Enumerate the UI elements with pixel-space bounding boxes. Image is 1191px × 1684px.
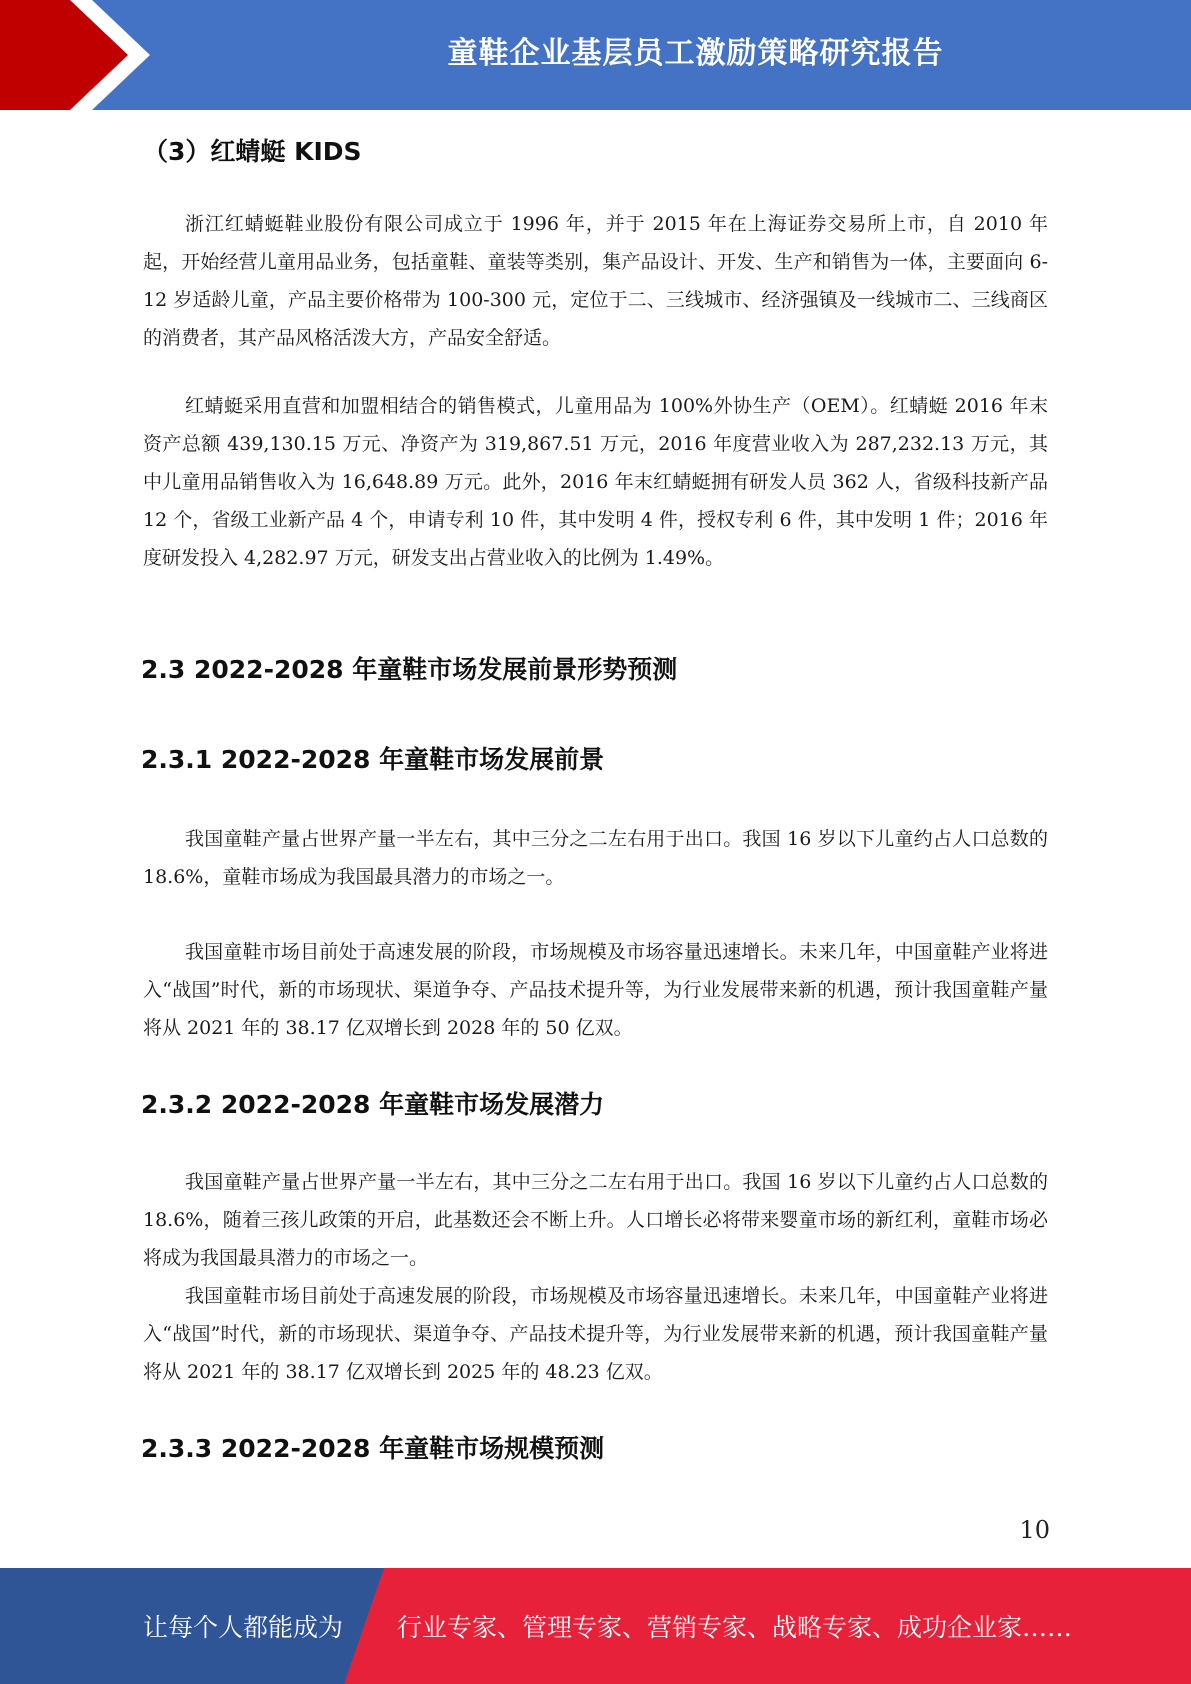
paragraph-2-3-1-first: 我国童鞋产量占世界产量一半左右，其中三分之二左右用于出口。我国 16 岁以下儿童约占人口总数的 18.6%，童鞋市场成为我国最具潜力的市场之一。 (143, 828, 1048, 888)
page-number: 10 (1019, 1516, 1050, 1544)
page-header (0, 0, 1191, 110)
page-footer (0, 1568, 1191, 1684)
section-heading-2-3-2: 2.3.2 2022-2028 年童鞋市场发展潜力 (141, 1090, 605, 1119)
section-heading-2-3-3: 2.3.3 2022-2028 年童鞋市场规模预测 (141, 1434, 605, 1463)
paragraph-2-3-1-second: 我国童鞋市场目前处于高速发展的阶段，市场规模及市场容量迅速增长。未来几年，中国童鞋产业将进入“战国”时代，新的市场现状、渠道争夺、产品技术提升等，为行业发展带来新的机遇，预计我国童鞋产量将从 2021 年的 38.17 亿双增长到 2028 年的 50 亿双。 (143, 941, 1048, 1039)
paragraph-2-3-2-first: 我国童鞋产量占世界产量一半左右，其中三分之二左右用于出口。我国 16 岁以下儿童约占人口总数的 18.6%，随着三孩儿政策的开启，此基数还会不断上升。人口增长必将带来婴童市场的新红利，童鞋市场必将成为我国最具潜力的市场之一。 (143, 1171, 1048, 1269)
paragraph-hongqingting-intro: 浙江红蜻蜓鞋业股份有限公司成立于 1996 年，并于 2015 年在上海证券交易所上市，自 2010 年起，开始经营儿童用品业务，包括童鞋、童装等类别，集产品设计、开发、生产和销售为一体，主要面向 6-12 岁适龄儿童，产品主要价格带为 100-300 元，定位于二、三线城市、经济强镇及一线城市二、三线商区的消费者，其产品风格活泼大方，产品安全舒适。 (143, 213, 1048, 349)
section-heading-2-3: 2.3 2022-2028 年童鞋市场发展前景形势预测 (141, 655, 678, 684)
paragraph-2-3-2-second: 我国童鞋市场目前处于高速发展的阶段，市场规模及市场容量迅速增长。未来几年，中国童鞋产业将进入“战国”时代，新的市场现状、渠道争夺、产品技术提升等，为行业发展带来新的机遇，预计我国童鞋产量将从 2021 年的 38.17 亿双增长到 2025 年的 48.23 亿双。 (143, 1285, 1048, 1383)
footer-slogan-left: 让每个人都能成为 (143, 1613, 344, 1642)
report-title: 童鞋企业基层员工激励策略研究报告 (447, 36, 944, 71)
paragraph-hongqingting-finance: 红蜻蜓采用直营和加盟相结合的销售模式，儿童用品为 100%外协生产（OEM）。红蜻蜓 2016 年末资产总额 439,130.15 万元、净资产为 319,867.51 万元，2016 年度营业收入为 287,232.13 万元，其中儿童用品销售收入为 16,648.89 万元。此外，2016 年末红蜻蜓拥有研发人员 362 人，省级科技新产品 12 个，省级工业新产品 4 个，申请专利 10 件，其中发明 4 件，授权专利 6 件，其中发明 1 件；2016 年度研发投入 4,282.97 万元，研发支出占营业收入的比例为 1.49%。 (143, 395, 1048, 569)
footer-slogan-right: 行业专家、管理专家、营销专家、战略专家、成功企业家…… (397, 1613, 1073, 1642)
section-heading-2-3-1: 2.3.1 2022-2028 年童鞋市场发展前景 (141, 745, 605, 774)
subsection-heading-hongqingting: （3）红蜻蜓 KIDS (143, 137, 362, 166)
